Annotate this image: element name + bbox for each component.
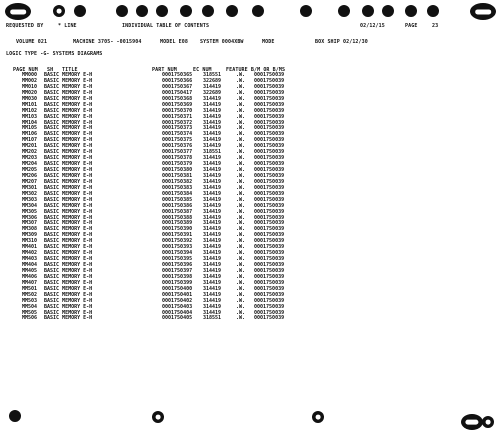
- part-num-cell: 0001750390: [162, 226, 193, 233]
- bom-cell: 0001750039: [254, 167, 285, 173]
- ec-num-cell: 314419: [203, 155, 222, 162]
- requested-by-label: REQUESTED BY: [6, 23, 44, 29]
- part-num-cell: 0001750365: [162, 72, 193, 78]
- bom-cell: 0001750039: [254, 238, 285, 245]
- bom-cell: 0001750039: [254, 190, 285, 197]
- page-num-cell: MM101: [22, 101, 38, 108]
- title-cell: BASIC MEMORY E-H: [44, 297, 93, 304]
- part-num-cell: 0001750389: [162, 220, 193, 227]
- punch-hole-top-1: [53, 5, 65, 17]
- part-num-cell: 0001750367: [162, 83, 193, 90]
- feature-cell: .W.: [236, 208, 246, 215]
- document-title: INDIVIDUAL TABLE OF CONTENTS: [122, 23, 210, 29]
- punch-hole-left-1: [9, 410, 21, 422]
- title-cell: BASIC MEMORY E-H: [44, 214, 93, 221]
- bom-cell: 0001750039: [254, 291, 285, 298]
- feature-cell: .W.: [236, 303, 246, 310]
- feature-cell: .W.: [236, 226, 246, 233]
- title-cell: BASIC MEMORY E-H: [44, 279, 93, 286]
- ec-num-cell: 314419: [203, 309, 222, 316]
- part-num-cell: 0001750378: [162, 155, 193, 162]
- feature-cell: .W.: [236, 202, 246, 209]
- part-num-cell: 0001750383: [162, 184, 193, 191]
- page-num-cell: MM203: [22, 155, 38, 162]
- feature-cell: .W.: [236, 285, 246, 292]
- feature-cell: .W.: [236, 256, 246, 263]
- feature-cell: .W.: [236, 155, 246, 162]
- bom-cell: 0001750039: [254, 89, 285, 96]
- page-num-cell: MM308: [22, 226, 38, 233]
- page-num-cell: MM304: [22, 202, 38, 209]
- bom-cell: 0001750039: [254, 315, 285, 322]
- bom-cell: 0001750039: [254, 262, 285, 268]
- ec-num-cell: 314419: [203, 184, 222, 191]
- ec-num-cell: 314419: [203, 220, 222, 227]
- punch-hole-top-8: [226, 5, 238, 17]
- star-line-label: * LINE: [58, 23, 77, 29]
- page-num-cell: MM202: [22, 149, 38, 156]
- col-header-feature: FEATURE B/M OR B/MS: [226, 67, 286, 73]
- ec-num-cell: 314419: [203, 202, 222, 209]
- part-num-cell: 0001750394: [162, 250, 193, 257]
- page-num-cell: MM002: [22, 77, 38, 84]
- bom-cell: 0001750039: [254, 131, 285, 138]
- page-num-cell: MM406: [22, 273, 38, 280]
- report-date: 02/12/15: [360, 23, 385, 29]
- feature-cell: .W.: [236, 273, 246, 280]
- page-num-cell: MM503: [22, 297, 38, 304]
- part-num-cell: 0001750379: [162, 161, 193, 168]
- title-cell: BASIC MEMORY E-H: [44, 119, 93, 126]
- title-cell: BASIC MEMORY E-H: [44, 184, 93, 191]
- punch-hole-top-13: [382, 5, 394, 17]
- ec-num-cell: 314419: [203, 190, 222, 197]
- page-num-cell: MM105: [22, 125, 38, 132]
- feature-cell: .W.: [236, 178, 246, 185]
- feature-cell: .W.: [236, 167, 246, 173]
- ec-num-cell: 314419: [203, 101, 222, 108]
- part-num-cell: 0001750388: [162, 214, 193, 221]
- page-num-cell: MM506: [22, 315, 38, 322]
- ec-num-cell: 314419: [203, 267, 222, 274]
- part-num-cell: 0001750382: [162, 178, 193, 185]
- page-label: PAGE: [405, 23, 418, 29]
- bom-cell: 0001750039: [254, 208, 285, 215]
- page-num-cell: MM207: [22, 178, 38, 185]
- page-num-cell: MM205: [22, 167, 38, 173]
- logic-type-label: LOGIC TYPE -G- SYSTEMS DIAGRAMS: [6, 51, 103, 57]
- feature-cell: .W.: [236, 262, 246, 268]
- page-num-cell: MM302: [22, 190, 38, 197]
- title-cell: BASIC MEMORY E-H: [44, 137, 93, 144]
- feature-cell: .W.: [236, 83, 246, 90]
- page-num-cell: MM010: [22, 83, 38, 90]
- col-header-ec-num: EC NUM: [193, 67, 212, 73]
- feature-cell: .W.: [236, 309, 246, 316]
- ec-num-cell: 314419: [203, 137, 222, 144]
- page-num-cell: MM407: [22, 279, 38, 286]
- page-num-cell: MM405: [22, 267, 38, 274]
- bom-cell: 0001750039: [254, 149, 285, 156]
- bom-cell: 0001750039: [254, 77, 285, 84]
- part-num-cell: 0001750371: [162, 113, 193, 120]
- title-cell: BASIC MEMORY E-H: [44, 267, 93, 274]
- ec-num-cell: 314419: [203, 279, 222, 286]
- title-cell: BASIC MEMORY E-H: [44, 125, 93, 132]
- ec-num-cell: 314419: [203, 95, 222, 102]
- part-num-cell: 0001750368: [162, 95, 193, 102]
- title-cell: BASIC MEMORY E-H: [44, 83, 93, 90]
- ec-num-cell: 314419: [203, 226, 222, 233]
- ec-num-cell: 314419: [203, 131, 222, 138]
- part-num-cell: 0001750375: [162, 137, 193, 144]
- page-num-cell: MM404: [22, 262, 38, 268]
- punch-slot-right-top: [470, 3, 496, 20]
- bom-cell: 0001750039: [254, 214, 285, 221]
- page-num-cell: MM106: [22, 131, 38, 138]
- ec-num-cell: 314419: [203, 273, 222, 280]
- feature-cell: .W.: [236, 238, 246, 245]
- bom-cell: 0001750039: [254, 273, 285, 280]
- system-label: SYSTEM 0004XBW: [200, 39, 244, 45]
- title-cell: BASIC MEMORY E-H: [44, 196, 93, 203]
- title-cell: BASIC MEMORY E-H: [44, 202, 93, 209]
- feature-cell: .W.: [236, 161, 246, 168]
- part-num-cell: 0001750372: [162, 119, 193, 126]
- title-cell: BASIC MEMORY E-H: [44, 309, 93, 316]
- feature-cell: .W.: [236, 279, 246, 286]
- feature-cell: .W.: [236, 244, 246, 251]
- punch-hole-top-4: [136, 5, 148, 17]
- title-cell: BASIC MEMORY E-H: [44, 89, 93, 96]
- title-cell: BASIC MEMORY E-H: [44, 143, 93, 150]
- title-cell: BASIC MEMORY E-H: [44, 72, 93, 78]
- ec-num-cell: 314419: [203, 196, 222, 203]
- feature-cell: .W.: [236, 190, 246, 197]
- title-cell: BASIC MEMORY E-H: [44, 172, 93, 179]
- bom-cell: 0001750039: [254, 172, 285, 179]
- title-cell: BASIC MEMORY E-H: [44, 107, 93, 114]
- feature-cell: .W.: [236, 107, 246, 114]
- part-num-cell: 0001750396: [162, 262, 193, 268]
- part-num-cell: 0001750386: [162, 202, 193, 209]
- page-num-cell: MM505: [22, 309, 38, 316]
- bom-cell: 0001750039: [254, 95, 285, 102]
- part-num-cell: 0001750384: [162, 190, 193, 197]
- title-cell: BASIC MEMORY E-H: [44, 101, 93, 108]
- page-num-cell: MM204: [22, 161, 38, 168]
- title-cell: BASIC MEMORY E-H: [44, 161, 93, 168]
- col-header-page-num: PAGE NUM: [13, 67, 38, 73]
- ec-num-cell: 314419: [203, 167, 222, 173]
- part-num-cell: 0001750376: [162, 143, 193, 150]
- part-num-cell: 0001750393: [162, 244, 193, 251]
- punch-hole-bottom-2: [312, 411, 324, 423]
- feature-cell: .W.: [236, 172, 246, 179]
- part-num-cell: 0001750404: [162, 309, 193, 316]
- page-num-cell: MM306: [22, 214, 38, 221]
- ec-num-cell: 314419: [203, 262, 222, 268]
- punch-hole-top-10: [300, 5, 312, 17]
- feature-cell: .W.: [236, 137, 246, 144]
- feature-cell: .W.: [236, 143, 246, 150]
- part-num-cell: 0001750391: [162, 232, 193, 239]
- title-cell: BASIC MEMORY E-H: [44, 220, 93, 227]
- mode-label: MODE: [262, 39, 275, 45]
- part-num-cell: 0001750399: [162, 279, 193, 286]
- ec-num-cell: 318551: [203, 149, 222, 156]
- bom-cell: 0001750039: [254, 83, 285, 90]
- part-num-cell: 0001750392: [162, 238, 193, 245]
- title-cell: BASIC MEMORY E-H: [44, 285, 93, 292]
- punch-hole-right-bottom: [482, 416, 494, 428]
- part-num-cell: 0001750402: [162, 297, 193, 304]
- part-num-cell: 0001750403: [162, 303, 193, 310]
- ec-num-cell: 314419: [203, 244, 222, 251]
- feature-cell: .W.: [236, 184, 246, 191]
- page-num-cell: MM103: [22, 113, 38, 120]
- feature-cell: .W.: [236, 267, 246, 274]
- feature-cell: .W.: [236, 125, 246, 132]
- title-cell: BASIC MEMORY E-H: [44, 315, 93, 322]
- feature-cell: .W.: [236, 297, 246, 304]
- title-cell: BASIC MEMORY E-H: [44, 273, 93, 280]
- page-num-cell: MM403: [22, 256, 38, 263]
- bom-cell: 0001750039: [254, 256, 285, 263]
- bom-cell: 0001750039: [254, 202, 285, 209]
- title-cell: BASIC MEMORY E-H: [44, 208, 93, 215]
- punch-hole-top-12: [362, 5, 374, 17]
- page-num-cell: MM310: [22, 238, 38, 245]
- part-num-cell: 0001750397: [162, 267, 193, 274]
- volume-label: VOLUME 021: [16, 39, 48, 45]
- feature-cell: .W.: [236, 214, 246, 221]
- part-num-cell: 0001750381: [162, 172, 193, 179]
- ec-num-cell: 314419: [203, 143, 222, 150]
- ec-num-cell: 318551: [203, 72, 222, 78]
- bom-cell: 0001750039: [254, 267, 285, 274]
- punch-hole-top-5: [156, 5, 168, 17]
- page-num-cell: MM309: [22, 232, 38, 239]
- part-num-cell: 0001750373: [162, 125, 193, 132]
- ec-num-cell: 322689: [203, 89, 222, 96]
- feature-cell: .W.: [236, 95, 246, 102]
- ec-num-cell: 314419: [203, 250, 222, 257]
- part-num-cell: 0001750395: [162, 256, 193, 263]
- page-num-cell: MM030: [22, 95, 38, 102]
- ec-num-cell: 314419: [203, 285, 222, 292]
- bom-cell: 0001750039: [254, 196, 285, 203]
- part-num-cell: 0001750417: [162, 89, 193, 96]
- ec-num-cell: 318551: [203, 315, 222, 322]
- ec-num-cell: 314419: [203, 297, 222, 304]
- title-cell: BASIC MEMORY E-H: [44, 77, 93, 84]
- col-header-part-num: PART NUM: [152, 67, 177, 73]
- ec-num-cell: 314419: [203, 172, 222, 179]
- ec-num-cell: 314419: [203, 113, 222, 120]
- part-num-cell: 0001750401: [162, 291, 193, 298]
- title-cell: BASIC MEMORY E-H: [44, 149, 93, 156]
- title-cell: BASIC MEMORY E-H: [44, 250, 93, 257]
- ec-num-cell: 314419: [203, 125, 222, 132]
- part-num-cell: 0001750398: [162, 273, 193, 280]
- feature-cell: .W.: [236, 131, 246, 138]
- ec-num-cell: 314419: [203, 208, 222, 215]
- feature-cell: .W.: [236, 101, 246, 108]
- bom-cell: 0001750039: [254, 184, 285, 191]
- title-cell: BASIC MEMORY E-H: [44, 256, 93, 263]
- col-header-title: TITLE: [62, 67, 78, 73]
- punch-hole-bottom-1: [152, 411, 164, 423]
- punch-hole-top-7: [202, 5, 214, 17]
- title-cell: BASIC MEMORY E-H: [44, 303, 93, 310]
- bom-cell: 0001750039: [254, 125, 285, 132]
- title-cell: BASIC MEMORY E-H: [44, 232, 93, 239]
- bom-cell: 0001750039: [254, 137, 285, 144]
- bom-cell: 0001750039: [254, 155, 285, 162]
- title-cell: BASIC MEMORY E-H: [44, 178, 93, 185]
- title-cell: BASIC MEMORY E-H: [44, 155, 93, 162]
- title-cell: BASIC MEMORY E-H: [44, 95, 93, 102]
- model-label: MODEL E08: [160, 39, 188, 45]
- page-num-cell: MM502: [22, 291, 38, 298]
- feature-cell: .W.: [236, 77, 246, 84]
- feature-cell: .W.: [236, 315, 246, 322]
- ec-num-cell: 314419: [203, 83, 222, 90]
- bom-cell: 0001750039: [254, 232, 285, 239]
- bom-cell: 0001750039: [254, 303, 285, 310]
- punch-hole-top-6: [180, 5, 192, 17]
- title-cell: BASIC MEMORY E-H: [44, 167, 93, 173]
- part-num-cell: 0001750369: [162, 101, 193, 108]
- title-cell: BASIC MEMORY E-H: [44, 238, 93, 245]
- part-num-cell: 0001750400: [162, 285, 193, 292]
- bom-cell: 0001750039: [254, 309, 285, 316]
- bom-cell: 0001750039: [254, 220, 285, 227]
- page-num-cell: MM020: [22, 89, 38, 96]
- bom-cell: 0001750039: [254, 72, 285, 78]
- punch-hole-top-11: [338, 5, 350, 17]
- bom-cell: 0001750039: [254, 226, 285, 233]
- page-num-cell: MM206: [22, 172, 38, 179]
- bom-cell: 0001750039: [254, 297, 285, 304]
- feature-cell: .W.: [236, 119, 246, 126]
- punch-hole-top-2: [74, 5, 86, 17]
- feature-cell: .W.: [236, 220, 246, 227]
- feature-cell: .W.: [236, 232, 246, 239]
- feature-cell: .W.: [236, 291, 246, 298]
- page-num-cell: MM401: [22, 244, 38, 251]
- ec-num-cell: 314419: [203, 256, 222, 263]
- page-num-cell: MM307: [22, 220, 38, 227]
- bom-cell: 0001750039: [254, 113, 285, 120]
- feature-cell: .W.: [236, 196, 246, 203]
- title-cell: BASIC MEMORY E-H: [44, 226, 93, 233]
- ec-num-cell: 314419: [203, 214, 222, 221]
- bom-cell: 0001750039: [254, 250, 285, 257]
- page-num-cell: MM104: [22, 119, 38, 126]
- ec-num-cell: 314419: [203, 232, 222, 239]
- page-num-cell: MM501: [22, 285, 38, 292]
- title-cell: BASIC MEMORY E-H: [44, 190, 93, 197]
- part-num-cell: 0001750405: [162, 315, 193, 322]
- page-number: 23: [432, 23, 439, 29]
- title-cell: BASIC MEMORY E-H: [44, 291, 93, 298]
- title-cell: BASIC MEMORY E-H: [44, 131, 93, 138]
- title-cell: BASIC MEMORY E-H: [44, 262, 93, 268]
- part-num-cell: 0001750374: [162, 131, 193, 138]
- bom-cell: 0001750039: [254, 143, 285, 150]
- punch-hole-top-9: [252, 5, 264, 17]
- ec-num-cell: 314419: [203, 107, 222, 114]
- part-num-cell: 0001750366: [162, 77, 193, 84]
- bom-cell: 0001750039: [254, 279, 285, 286]
- title-cell: BASIC MEMORY E-H: [44, 113, 93, 120]
- bom-cell: 0001750039: [254, 285, 285, 292]
- ec-num-cell: 314419: [203, 238, 222, 245]
- feature-cell: .W.: [236, 72, 246, 78]
- punch-hole-top-3: [116, 5, 128, 17]
- page-num-cell: MM201: [22, 143, 38, 150]
- ec-num-cell: 314419: [203, 303, 222, 310]
- feature-cell: .W.: [236, 149, 246, 156]
- bom-cell: 0001750039: [254, 178, 285, 185]
- feature-cell: .W.: [236, 113, 246, 120]
- col-header-sh: SH: [47, 67, 54, 73]
- ec-num-cell: 322689: [203, 77, 222, 84]
- ec-num-cell: 314419: [203, 291, 222, 298]
- part-num-cell: 0001750387: [162, 208, 193, 215]
- page-num-cell: MM107: [22, 137, 38, 144]
- ec-num-cell: 314419: [203, 178, 222, 185]
- part-num-cell: 0001750380: [162, 167, 193, 173]
- title-cell: BASIC MEMORY E-H: [44, 244, 93, 251]
- punch-slot-right-bottom: [461, 414, 483, 430]
- bom-cell: 0001750039: [254, 107, 285, 114]
- page-num-cell: MM102: [22, 107, 38, 114]
- feature-cell: .W.: [236, 89, 246, 96]
- ec-num-cell: 314419: [203, 119, 222, 126]
- machine-label: MACHINE 3705- -0015904: [73, 39, 142, 45]
- punch-hole-top-14: [405, 5, 417, 17]
- feature-cell: .W.: [236, 250, 246, 257]
- part-num-cell: 0001750370: [162, 107, 193, 114]
- page-num-cell: MM305: [22, 208, 38, 215]
- page-num-cell: MM301: [22, 184, 38, 191]
- bom-cell: 0001750039: [254, 119, 285, 126]
- punch-slot-left-top: [5, 3, 31, 20]
- ec-num-cell: 314419: [203, 161, 222, 168]
- bom-cell: 0001750039: [254, 161, 285, 168]
- page-num-cell: MM303: [22, 196, 38, 203]
- box-ship-label: BOX SHIP 02/12/30: [315, 39, 368, 45]
- bom-cell: 0001750039: [254, 244, 285, 251]
- part-num-cell: 0001750377: [162, 149, 193, 156]
- part-num-cell: 0001750385: [162, 196, 193, 203]
- page-num-cell: MM402: [22, 250, 38, 257]
- page-num-cell: MM504: [22, 303, 38, 310]
- punch-hole-top-15: [427, 5, 439, 17]
- bom-cell: 0001750039: [254, 101, 285, 108]
- page-num-cell: MM000: [22, 72, 38, 78]
